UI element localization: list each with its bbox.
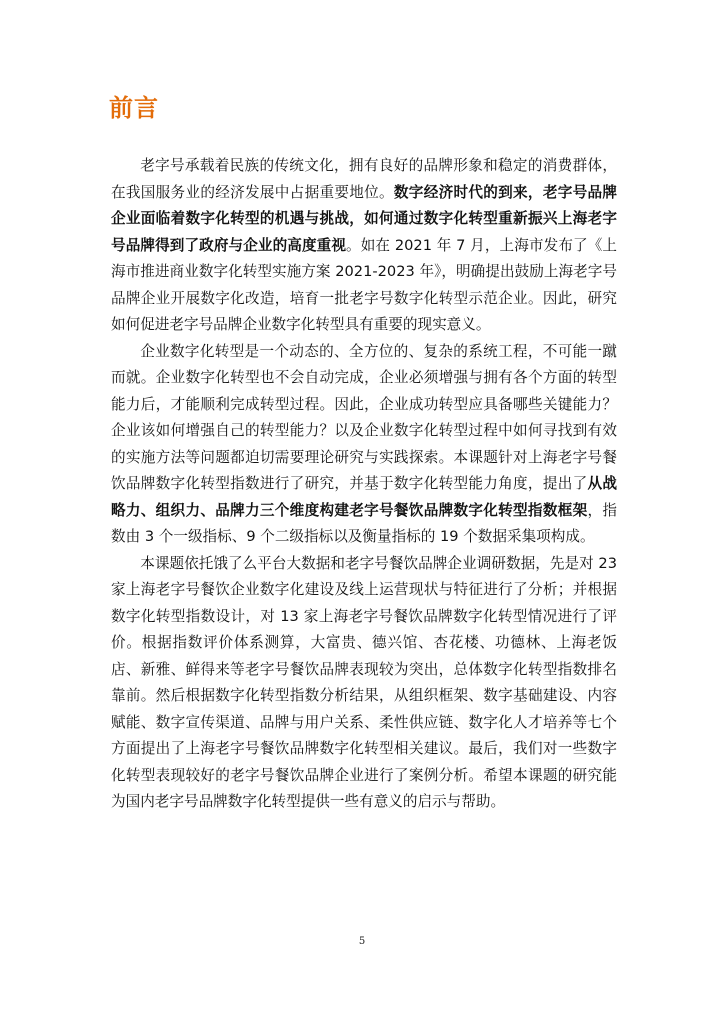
paragraph-1 — [111, 153, 617, 339]
section-heading: 前言 — [109, 94, 159, 122]
paragraph-3 — [111, 551, 617, 816]
paragraph-1-run-3: 。如在 2021 年 7 月，上海市发布了《上海市推进商业数字化转型实施方案 2021-2023 年》，明确提出鼓励上海老字号品牌企业开展数字化改造，培育一批老字号数字化转型示范企业。因此，研究如何促进老字号品牌企业数字化转型具有重要的现实意义。 — [111, 236, 617, 333]
paragraph-2-run-1: 企业数字化转型是一个动态的、全方位的、复杂的系统工程，不可能一蹴而就。企业数字化转型也不会自动完成，企业必须增强与拥有各个方面的转型能力后，才能顺利完成转型过程。因此，企业成功转型应具备哪些关键能力？企业该如何增强自己的转型能力？以及企业数字化转型过程中如何寻找到有效的实施方法等问题都迫切需要理论研究与实践探索。本课题针对上海老字号餐饮品牌数字化转型指数进行了研究，并基于数字化转型能力角度，提出了 — [111, 342, 617, 492]
page-number: 5 — [358, 936, 366, 947]
paragraph-1-run-2: 数字经济时代的到来，老字号品牌企业面临着数字化转型的机遇与挑战，如何通过数字化转型重新振兴上海老字号品牌得到了政府与企业的高度重视 — [111, 183, 617, 254]
body-text — [111, 153, 617, 816]
paragraph-1-run-1: 老字号承载着民族的传统文化，拥有良好的品牌形象和稳定的消费群体，在我国服务业的经济发展中占据重要地位。 — [111, 157, 617, 201]
paragraph-2 — [111, 339, 617, 551]
paragraph-2-run-2: 从战略力、组织力、品牌力三个维度构建老字号餐饮品牌数字化转型指数框架 — [111, 475, 617, 519]
paragraph-2-run-3: ，指数由 3 个一级指标、9 个二级指标以及衡量指标的 19 个数据采集项构成。 — [111, 501, 617, 545]
paragraph-3-run-1: 本课题依托饿了么平台大数据和老字号餐饮品牌企业调研数据，先是对 23 家上海老字号餐饮企业数字化建设及线上运营现状与特征进行了分析；并根据数字化转型指数设计，对 13 家上海老字号餐饮品牌数字化转型情况进行了评价。根据指数评价体系测算，大富贵、德兴馆、杏花楼、功德林、上海老饭店、新雅、鲜得来等老字号餐饮品牌表现较为突出，总体数字化转型指数排名靠前。然后根据数字化转型指数分析结果，从组织框架、数字基础建设、内容赋能、数字宣传渠道、品牌与用户关系、柔性供应链、数字化人才培养等七个方面提出了上海老字号餐饮品牌数字化转型相关建议。最后，我们对一些数字化转型表现较好的老字号餐饮品牌企业进行了案例分析。希望本课题的研究能为国内老字号品牌数字化转型提供一些有意义的启示与帮助。 — [111, 554, 617, 810]
